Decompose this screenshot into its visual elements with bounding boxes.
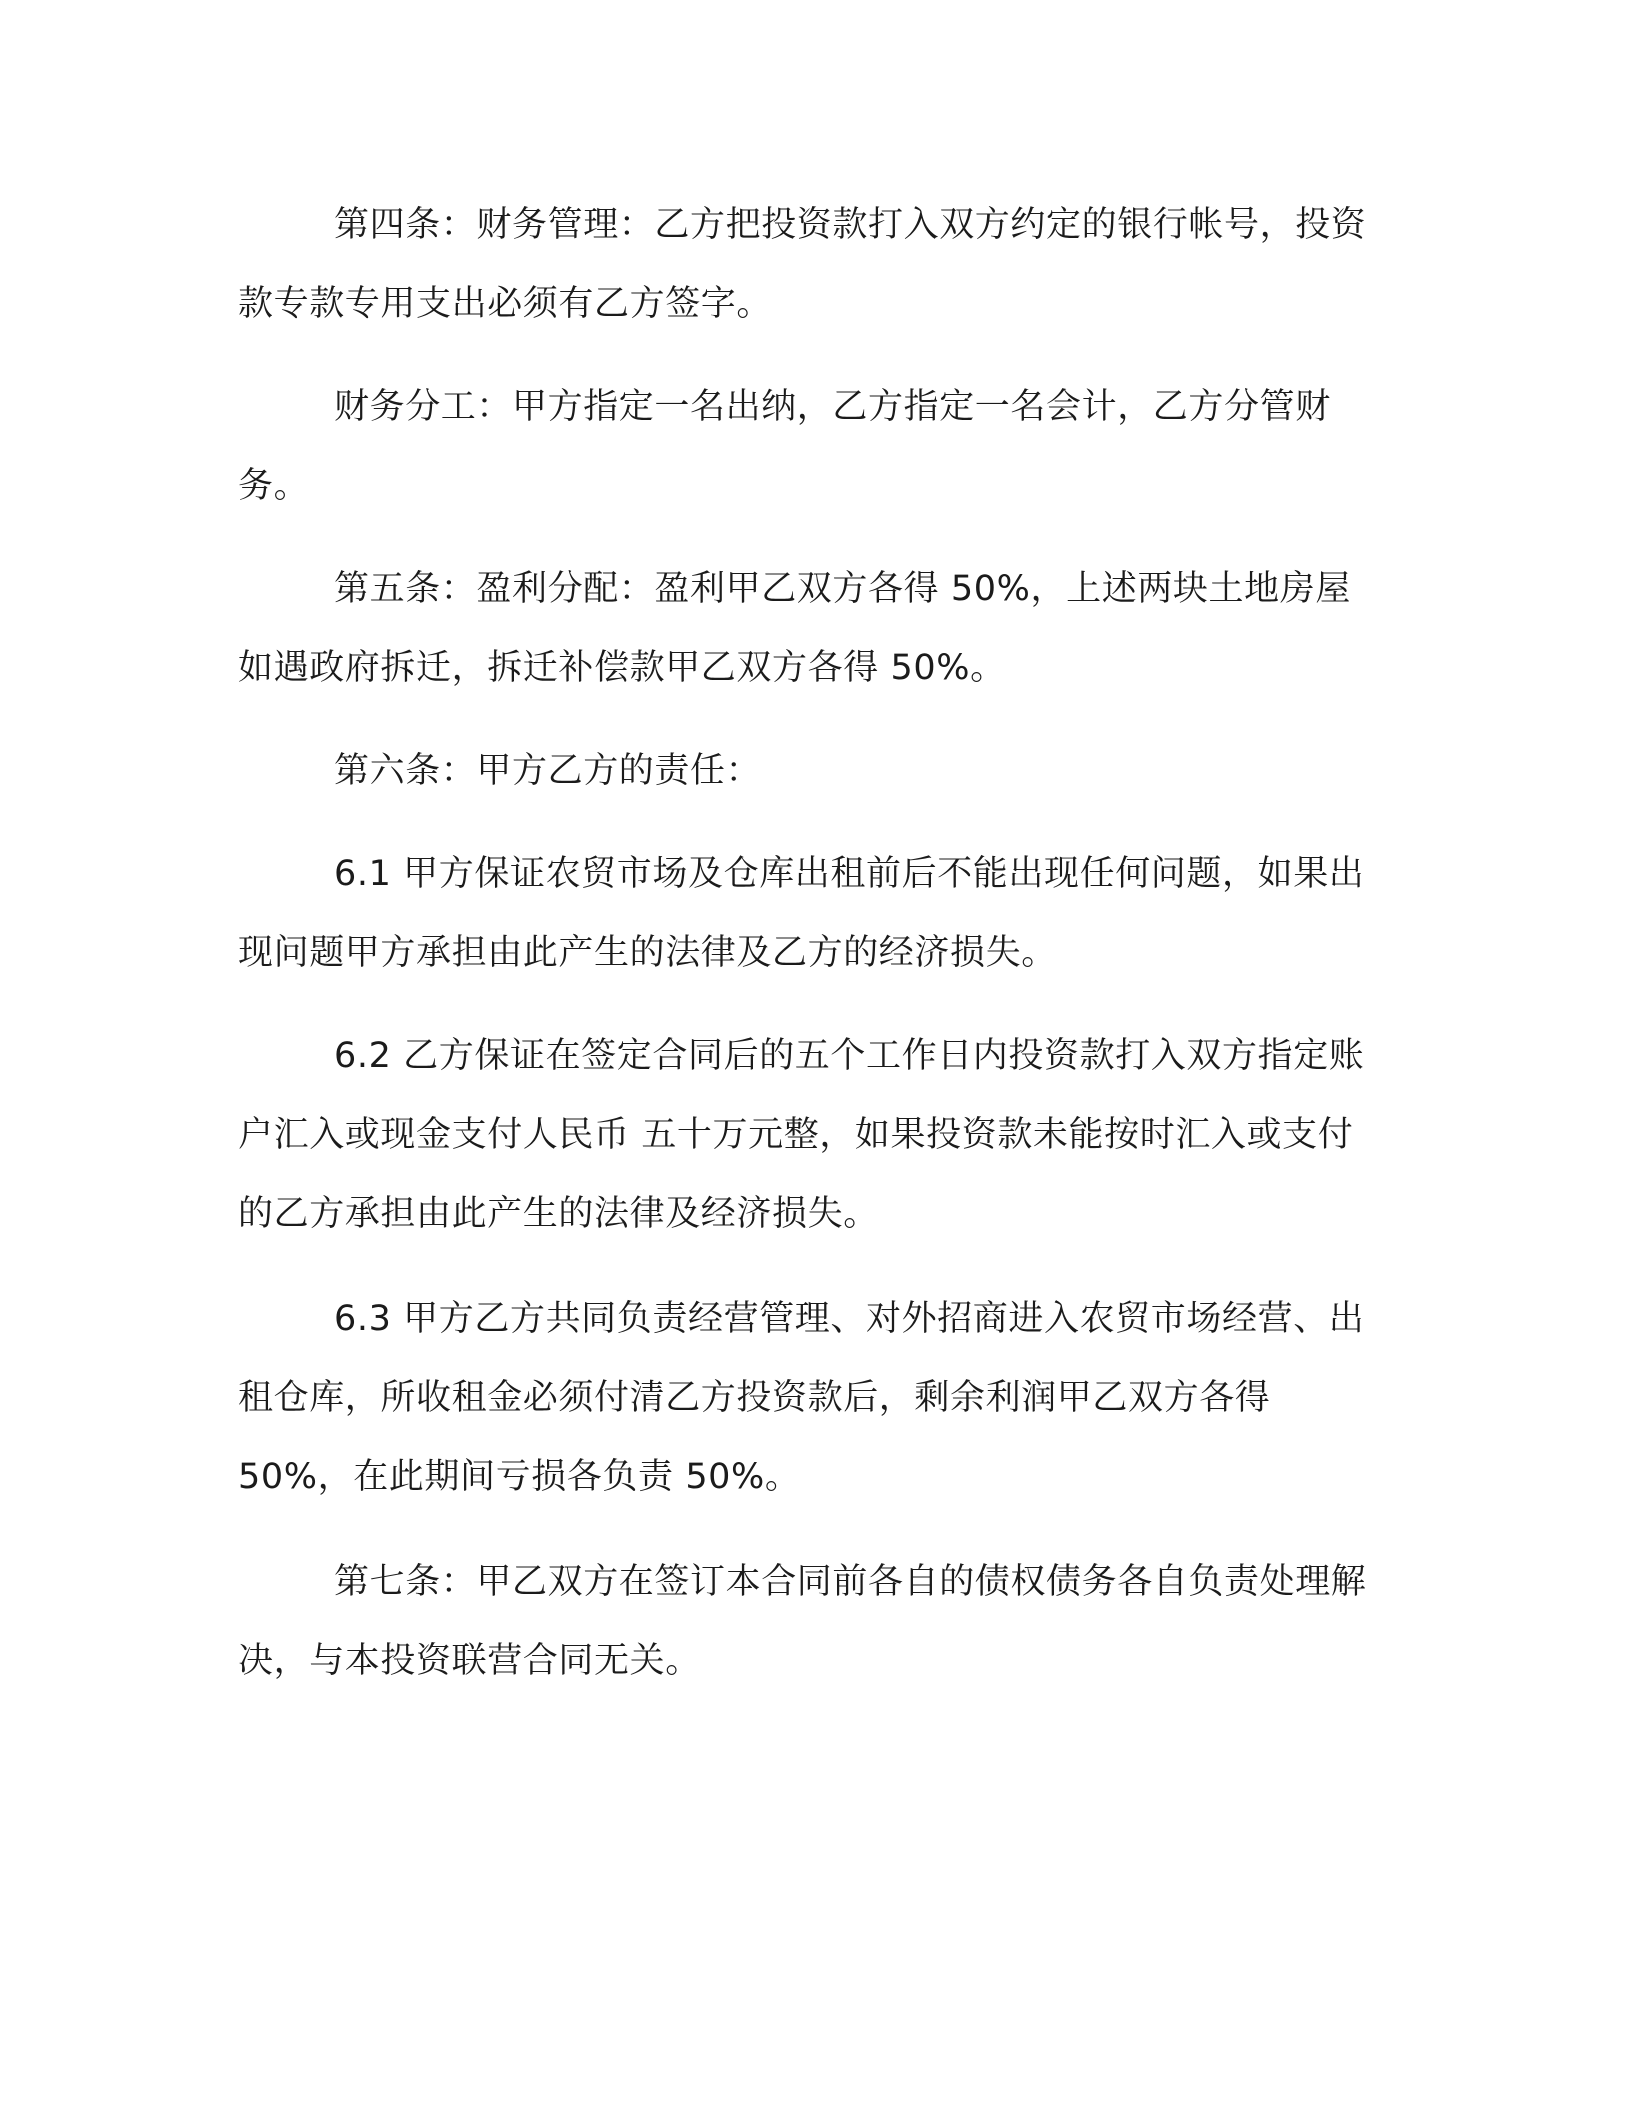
article-5-profit-distribution: 第五条：盈利分配：盈利甲乙双方各得 50%，上述两块土地房屋如遇政府拆迁，拆迁补偿款甲乙双方各得 50%。 [238, 569, 1351, 688]
document-body [238, 186, 1378, 1725]
article-7-debts: 第七条：甲乙双方在签订本合同前各自的债权债务各自负责处理解决，与本投资联营合同无关。 [238, 1562, 1367, 1681]
article-4-finance-management: 第四条：财务管理：乙方把投资款打入双方约定的银行帐号，投资款专款专用支出必须有乙方签字。 [238, 205, 1367, 324]
finance-division-paragraph: 财务分工：甲方指定一名出纳，乙方指定一名会计，乙方分管财务。 [238, 387, 1331, 506]
article-6-responsibilities-heading: 第六条：甲方乙方的责任： [334, 751, 762, 791]
clause-6-1: 6.1 甲方保证农贸市场及仓库出租前后不能出现任何问题，如果出现问题甲方承担由此产生的法律及乙方的经济损失。 [238, 854, 1365, 973]
clause-6-2: 6.2 乙方保证在签定合同后的五个工作日内投资款打入双方指定账户汇入或现金支付人民币 五十万元整，如果投资款未能按时汇入或支付的乙方承担由此产生的法律及经济损失。 [238, 1036, 1365, 1234]
clause-6-3: 6.3 甲方乙方共同负责经营管理、对外招商进入农贸市场经营、出租仓库，所收租金必须付清乙方投资款后，剩余利润甲乙双方各得 50%，在此期间亏损各负责 50%。 [238, 1299, 1365, 1497]
